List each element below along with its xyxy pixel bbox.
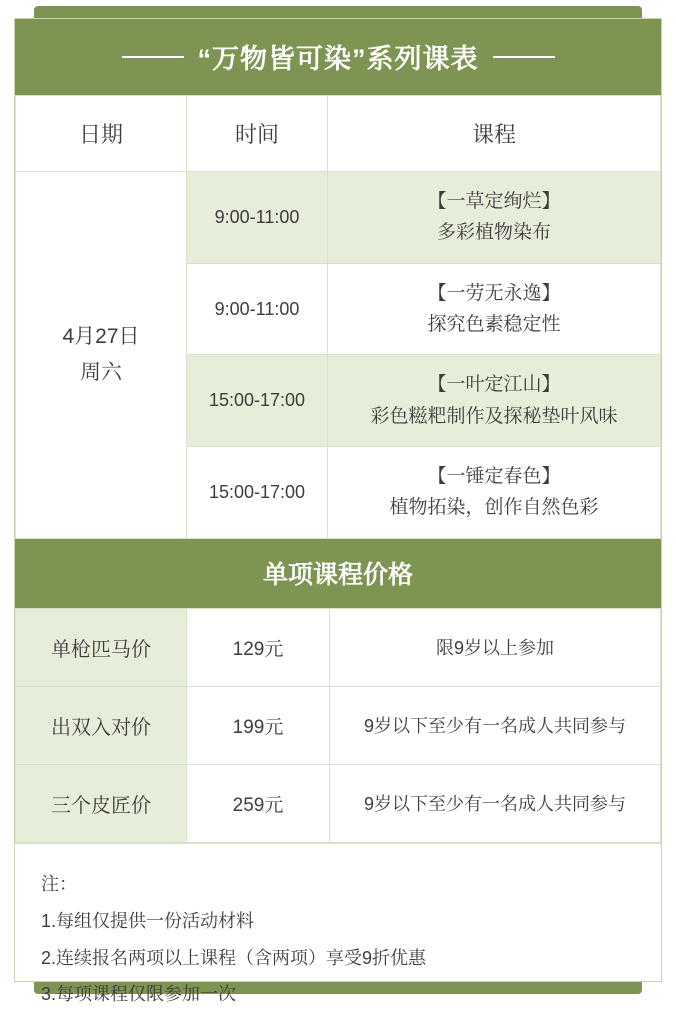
course-desc: 植物拓染，创作自然色彩 [389, 497, 599, 519]
schedule-date-line1: 4月27日 [62, 325, 140, 349]
table-row [16, 764, 661, 842]
price-table [15, 608, 661, 843]
table-row [16, 172, 661, 264]
title-rule-left [122, 56, 184, 58]
course-title: 【一叶定江山】 [427, 374, 561, 396]
table-row [16, 608, 661, 686]
schedule-date-line2: 周六 [80, 360, 122, 384]
notes-label: 注： [41, 873, 77, 894]
schedule-date-cell [16, 172, 187, 539]
note-line-1: 1.每组仅提供一份活动材料 [41, 910, 255, 931]
table-row [16, 686, 661, 764]
course-desc: 探究色素稳定性 [427, 314, 561, 336]
price-name-cell: 三个皮匠价 [16, 764, 187, 842]
schedule-course-cell [328, 447, 661, 539]
schedule-header-course: 课程 [328, 96, 661, 172]
schedule-time-cell: 15:00-17:00 [187, 447, 328, 539]
schedule-course-cell [328, 172, 661, 264]
course-title: 【一草定绚烂】 [427, 191, 561, 212]
schedule-course-cell [328, 355, 661, 447]
price-name-cell: 出双入对价 [16, 686, 187, 764]
poster-title [15, 19, 661, 95]
price-name-cell: 单枪匹马价 [16, 608, 187, 686]
price-section-title: 单项课程价格 [15, 539, 661, 608]
course-desc: 彩色糍粑制作及探秘垫叶风味 [370, 405, 618, 427]
price-value-cell: 199元 [187, 686, 330, 764]
schedule-time-cell: 9:00-11:00 [187, 263, 328, 355]
course-desc: 多彩植物染布 [436, 222, 551, 244]
notes-section [15, 843, 661, 1023]
schedule-time-cell: 9:00-11:00 [187, 172, 328, 264]
schedule-header-row [16, 96, 661, 172]
schedule-header-date: 日期 [16, 96, 187, 172]
schedule-table [15, 95, 661, 539]
schedule-course-cell [328, 263, 661, 355]
note-line-2: 2.连续报名两项以上课程（含两项）享受9折优惠 [41, 947, 427, 968]
schedule-header-time: 时间 [187, 96, 328, 172]
title-rule-right [493, 56, 555, 58]
poster-card [14, 18, 662, 1005]
price-value-cell: 259元 [187, 764, 330, 842]
course-title: 【一锤定春色】 [427, 466, 561, 488]
poster-title-text: “万物皆可染”系列课表 [197, 44, 479, 74]
price-note-cell: 限9岁以上参加 [330, 608, 661, 686]
schedule-time-cell: 15:00-17:00 [187, 355, 328, 447]
price-note-cell: 9岁以下至少有一名成人共同参与 [330, 764, 661, 842]
note-line-3: 3.每项课程仅限参加一次 [41, 984, 237, 1005]
price-note-cell: 9岁以下至少有一名成人共同参与 [330, 686, 661, 764]
price-value-cell: 129元 [187, 608, 330, 686]
course-title: 【一劳无永逸】 [427, 282, 561, 304]
